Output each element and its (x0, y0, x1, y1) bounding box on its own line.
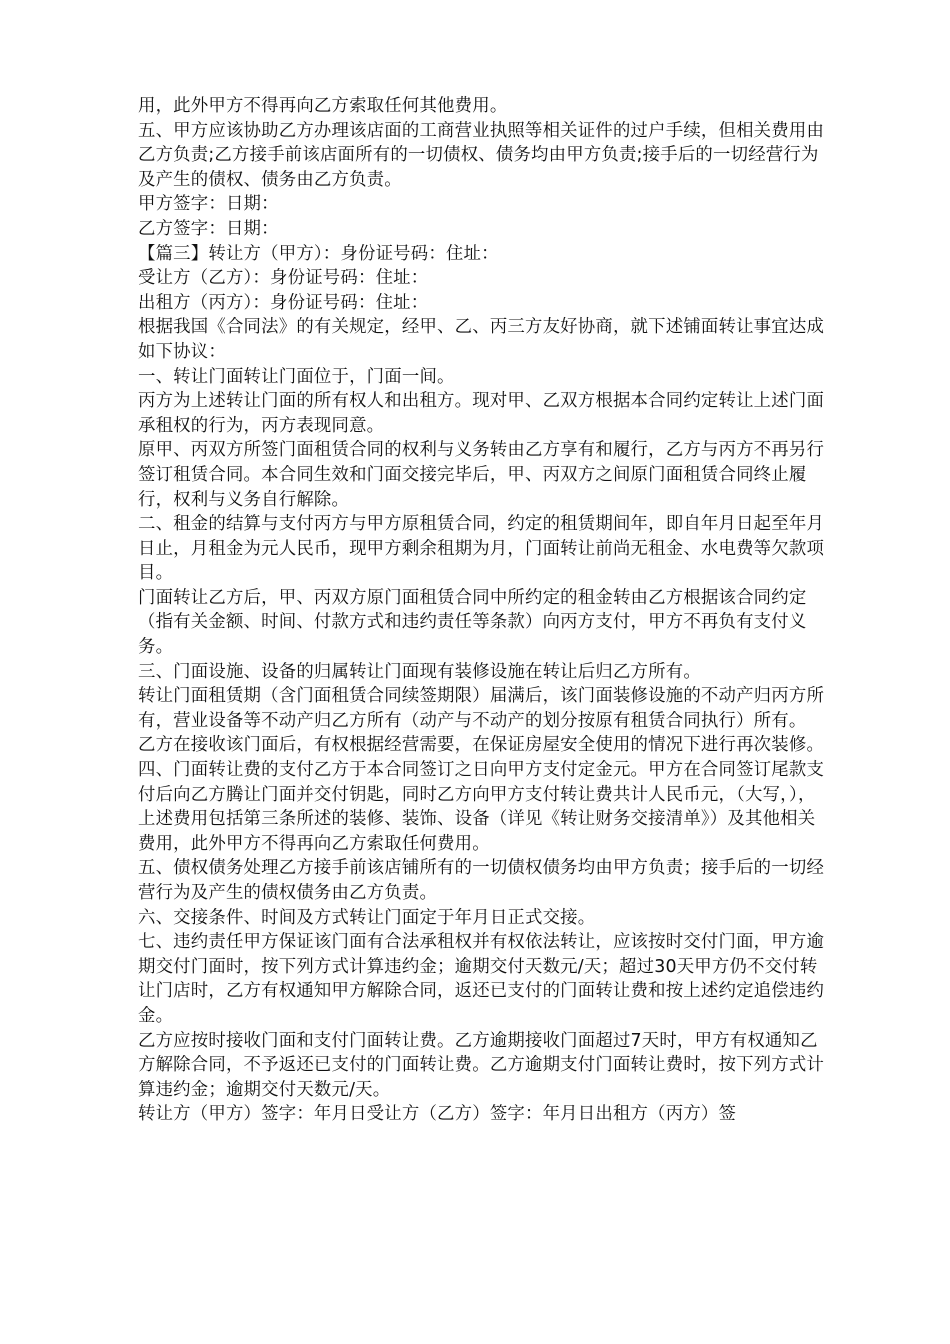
paragraph-12: 二、租金的结算与支付丙方与甲方原租赁合同，约定的租赁期间年，即自年月日起至年月日止，月租金为元人民币，现甲方剩余租期为月，门面转让前尚无租金、水电费等欠款项目。 (138, 514, 825, 584)
paragraph-4: 乙方签字：日期： (138, 218, 279, 239)
paragraph-5: 【篇三】转让方（甲方）：身份证号码：住址： (138, 243, 499, 264)
paragraph-19: 六、交接条件、时间及方式转让门面定于年月日正式交接。 (138, 907, 596, 928)
paragraph-14: 三、门面设施、设备的归属转让门面现有装修设施在转让后归乙方所有。 (138, 661, 701, 682)
paragraph-17: 四、门面转让费的支付乙方于本合同签订之日向甲方支付定金元。甲方在合同签订尾款支付后向乙方腾让门面并交付钥匙，同时乙方向甲方支付转让费共计人民币元，（大写，），上述费用包括第三条所述的装修、装饰、设备（详见《转让财务交接清单》）及其他相关费用，此外甲方不得再向乙方索取任何费用。 (138, 760, 825, 854)
paragraph-22: 转让方（甲方）签字：年月日受让方（乙方）签字：年月日出租方（丙方）签 (138, 1104, 737, 1125)
paragraph-7: 出租方（丙方）：身份证号码：住址： (138, 292, 429, 313)
paragraph-1: 用，此外甲方不得再向乙方索取任何其他费用。 (138, 96, 508, 116)
paragraph-16: 乙方在接收该门面后，有权根据经营需要，在保证房屋安全使用的情况下进行再次装修。 (138, 735, 825, 756)
paragraph-20: 七、违约责任甲方保证该门面有合法承租权并有权依法转让，应该按时交付门面，甲方逾期交付门面时，按下列方式计算违约金；逾期交付天数元/天；超过30天甲方仍不交付转让门店时，乙方有权通知甲方解除合同，返还已支付的门面转让费和按上述约定追偿违约金。 (138, 932, 825, 1026)
paragraph-18: 五、债权债务处理乙方接手前该店铺所有的一切债权债务均由甲方负责；接手后的一切经营行为及产生的债权债务由乙方负责。 (138, 858, 825, 903)
paragraph-2: 五、甲方应该协助乙方办理该店面的工商营业执照等相关证件的过户手续，但相关费用由乙方负责;乙方接手前该店面所有的一切债权、债务均由甲方负责;接手后的一切经营行为及产生的债权、债务由乙方负责。 (138, 120, 825, 190)
paragraph-11: 原甲、丙双方所签门面租赁合同的权利与义务转由乙方享有和履行，乙方与丙方不再另行签订租赁合同。本合同生效和门面交接完毕后，甲、丙双方之间原门面租赁合同终止履行，权利与义务自行解除。 (138, 440, 825, 510)
document-body (138, 94, 828, 1127)
paragraph-21: 乙方应按时接收门面和支付门面转让费。乙方逾期接收门面超过7天时，甲方有权通知乙方解除合同，不予返还已支付的门面转让费。乙方逾期支付门面转让费时，按下列方式计算违约金；逾期交付天数元/天。 (138, 1030, 825, 1100)
paragraph-6: 受让方（乙方）：身份证号码：住址： (138, 268, 429, 289)
paragraph-15: 转让门面租赁期（含门面租赁合同续签期限）届满后，该门面装修设施的不动产归丙方所有，营业设备等不动产归乙方所有（动产与不动产的划分按原有租赁合同执行）所有。 (138, 686, 825, 731)
paragraph-9: 一、转让门面转让门面位于，门面一间。 (138, 366, 455, 387)
paragraph-8: 根据我国《合同法》的有关规定，经甲、乙、丙三方友好协商，就下述铺面转让事宜达成如下协议： (138, 317, 825, 362)
paragraph-10: 丙方为上述转让门面的所有权人和出租方。现对甲、乙双方根据本合同约定转让上述门面承租权的行为，丙方表现同意。 (138, 391, 825, 436)
paragraph-13: 门面转让乙方后，甲、丙双方原门面租赁合同中所约定的租金转由乙方根据该合同约定（指有关金额、时间、付款方式和违约责任等条款）向丙方支付，甲方不再负有支付义务。 (138, 587, 807, 658)
paragraph-3: 甲方签字：日期： (138, 194, 279, 215)
